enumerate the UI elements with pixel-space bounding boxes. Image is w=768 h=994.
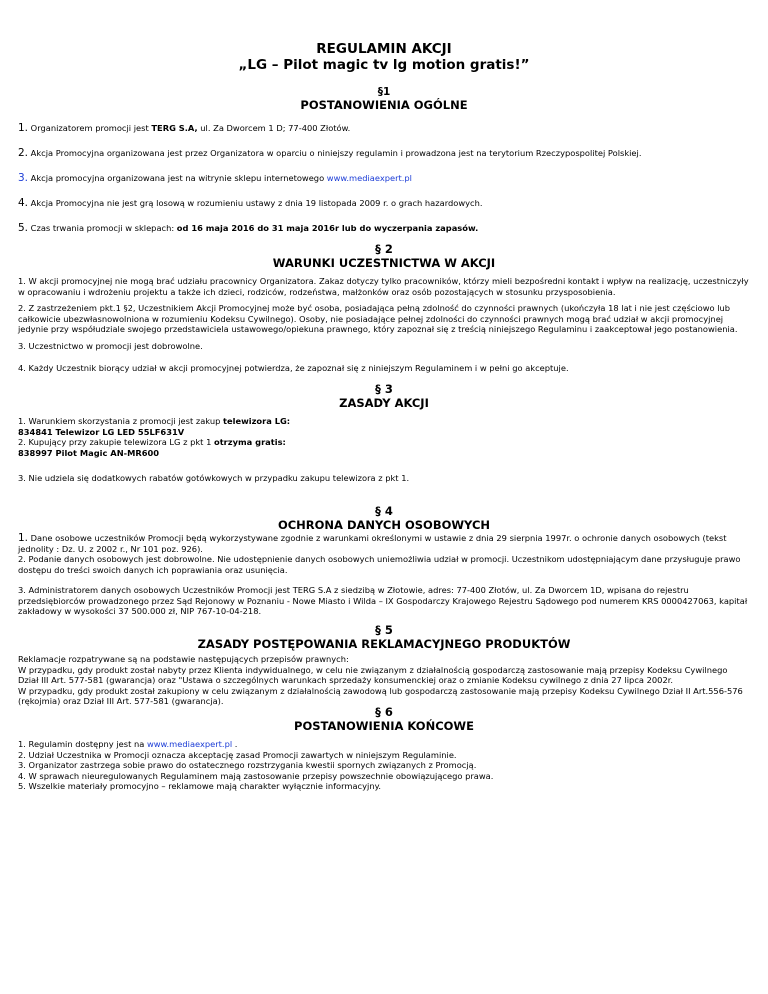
section-4-heading: OCHRONA DANYCH OSOBOWYCH — [277, 518, 491, 532]
section-2-paragraph-3: 3. Uczestnictwo w promocji jest dobrowolne. — [18, 341, 203, 351]
section-1-heading: POSTANOWIENIA OGÓLNE — [300, 98, 468, 112]
section-3-number: § 3 — [375, 382, 393, 396]
section-6-heading: POSTANOWIENIA KOŃCOWE — [294, 719, 474, 733]
mediaexpert-link[interactable]: www.mediaexpert.pl — [326, 173, 412, 183]
section-5-number: § 5 — [375, 623, 393, 637]
section-3-paragraph-3: 3. Nie udziela się dodatkowych rabatów gotówkowych w przypadku zakupu telewizora z pkt 1. — [18, 473, 410, 483]
section-5-heading: ZASADY POSTĘPOWANIA REKLAMACYJNEGO PRODUKTÓW — [197, 637, 571, 651]
section-1-item-5: 5. Czas trwania promocji w sklepach: od 16 maja 2016 do 31 maja 2016r lub do wyczerpania zapasów. — [18, 222, 479, 234]
document-title: REGULAMIN AKCJI — [316, 41, 452, 57]
section-3-rules: 1. Warunkiem skorzystania z promocji jest zakup telewizora LG: 834841 Telewizor LG LED 55LF631V 2. Kupujący przy zakupie telewizora LG z pkt 1 otrzyma gratis: 838997 Pilot Magic AN-MR600 — [18, 416, 291, 458]
section-2-heading: WARUNKI UCZESTNICTWA W AKCJI — [272, 256, 496, 270]
section-5-text: Reklamacje rozpatrywane są na podstawie następujących przepisów prawnych: W przypadku, gdy produkt został nabyty przez Klienta indywidualnego, w celu nie związanym z działalnością gospodarczą zastosowanie mają przepisy Kodeksu Cywilnego Dział III Art. 577-581 (gwarancja) oraz "Ustawa o szczególnych warunkach sprzedaży konsumenckiej oraz o zmianie Kodeksu cywilnego z dnia 27 lipca 2002r. W przypadku, gdy produkt został zakupiony w celu związanym z działalnością zawodową lub gospodarczą zastosowanie mają przepisy Kodeksu Cywilnego Dział II Art.556-576 (rękojmia) oraz Dział III Art. 577-581 (gwarancja). — [18, 654, 743, 707]
mediaexpert-link-2[interactable]: www.mediaexpert.pl — [146, 739, 233, 749]
section-2-paragraph-2: 2. Z zastrzeżeniem pkt.1 §2, Uczestnikiem Akcji Promocyjnej może być osoba, posiadająca pełną zdolność do czynności prawnych (ukończyła 18 lat i nie jest częściowo lub całkowicie ubezwłasnowolniona w rozumieniu Kodeksu Cywilnego). Osoby, nie posiadające pełnej zdolności do czynności prawnych mogą brać udział w akcji promocyjnej jedynie przy współudziale swojego przedstawiciela ustawowego/opiekuna prawnego, który zapoznał się z treścią niniejszego Regulaminu i zaakceptował jego postanowienia. — [18, 303, 738, 335]
section-4-paragraph-1: 1. Dane osobowe uczestników Promocji będą wykorzystywane zgodnie z warunkami określonymi w ustawie z dnia 29 sierpnia 1997r. o ochronie danych osobowych (tekst jednolity : Dz. U. z 2002 r., Nr 101 poz. 926). 2. Podanie danych osobowych jest dobrowolne. Nie udostępnienie danych osobowych uniemożliwia udział w promocji. Uczestnikom udostępniającym dane przysługuje prawo dostępu do treści swoich danych ich poprawiania oraz usunięcia. — [18, 532, 741, 575]
section-1-item-3: 3. Akcja promocyjna organizowana jest na witrynie sklepu internetowego www.mediaexpert.pl — [18, 172, 412, 184]
section-4-paragraph-3: 3. Administratorem danych osobowych Uczestników Promocji jest TERG S.A z siedzibą w Złotowie, adres: 77-400 Złotów, ul. Za Dworcem 1D, wpisana do rejestru przedsiębiorców prowadzonego przez Sąd Rejonowy w Poznaniu - Nowe Miasto i Wilda – IX Gospodarczy Krajowego Rejestru Sądowego pod numerem KRS 0000427063, kapitał zakładowy w wysokości 37 500.000 zł, NIP 767-10-04-218. — [18, 585, 748, 617]
section-2-paragraph-1: 1. W akcji promocyjnej nie mogą brać udziału pracownicy Organizatora. Zakaz dotyczy tylko pracowników, którzy mieli bezpośredni kontakt i wpływ na realizację, uczestniczyły w opracowaniu i wdrożeniu projektu a także ich dzieci, rodziców, rodzeństwa, małżonków oraz osób pozostających w stosunku przysposobienia. — [18, 276, 749, 297]
section-2-number: § 2 — [375, 242, 393, 256]
section-1-item-2: 2. Akcja Promocyjna organizowana jest przez Organizatora w oparciu o niniejszy regulamin i prowadzona jest na terytorium Rzeczypospolitej Polskiej. — [18, 147, 642, 159]
tv-product: 834841 Telewizor LG LED 55LF631V — [18, 426, 185, 437]
document-subtitle: „LG – Pilot magic tv lg motion gratis!” — [238, 57, 530, 73]
section-3-heading: ZASADY AKCJI — [339, 396, 429, 410]
section-1-item-4: 4. Akcja Promocyjna nie jest grą losową w rozumieniu ustawy z dnia 19 listopada 2009 r. o grach hazardowych. — [18, 197, 483, 209]
section-6-list: 1. Regulamin dostępny jest na www.mediaexpert.pl . 2. Udział Uczestnika w Promocji oznacza akceptację zasad Promocji zawartych w niniejszym Regulaminie. 3. Organizator zastrzega sobie prawo do ostatecznego rozstrzygania kwestii spornych związanych z Promocją. 4. W sprawach nieuregulowanych Regulaminem mają zastosowanie przepisy powszechnie obowiązującego prawa. 5. Wszelkie materiały promocyjno – reklamowe mają charakter wyłącznie informacyjny. — [18, 739, 494, 792]
section-2-paragraph-4: 4. Każdy Uczestnik biorący udział w akcji promocyjnej potwierdza, że zapoznał się z niniejszym Regulaminem i w pełni go akceptuje. — [18, 363, 569, 373]
gift-product: 838997 Pilot Magic AN-MR600 — [18, 447, 160, 458]
section-1-item-1: 1. Organizatorem promocji jest TERG S.A, ul. Za Dworcem 1 D; 77-400 Złotów. — [18, 122, 351, 134]
section-4-number: § 4 — [375, 504, 393, 518]
section-1-number: §1 — [377, 86, 391, 98]
section-6-number: § 6 — [375, 705, 393, 719]
